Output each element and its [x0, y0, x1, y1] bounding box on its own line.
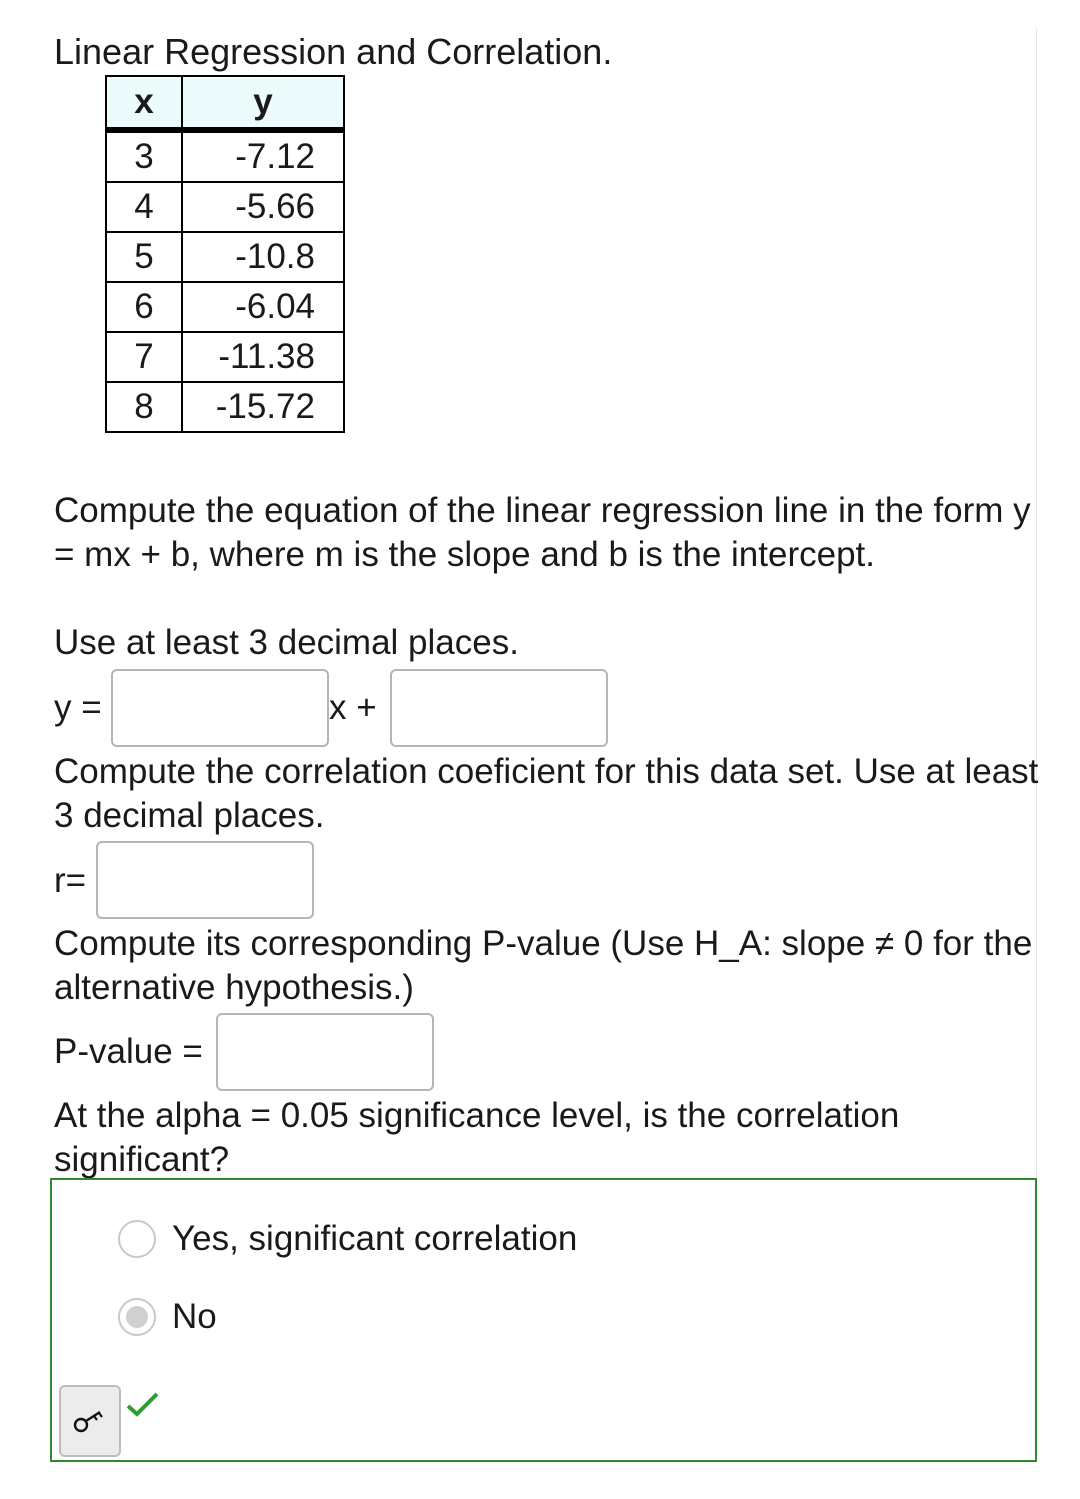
- page-title: Linear Regression and Correlation.: [54, 31, 613, 72]
- significance-question: At the alpha = 0.05 significance level, is the correlation significant?: [54, 1096, 900, 1179]
- key-button[interactable]: [59, 1385, 121, 1457]
- table-cell-y: -6.04: [182, 282, 344, 332]
- table-cell-x: 4: [106, 182, 182, 232]
- table-row: [106, 130, 344, 182]
- intercept-input[interactable]: [390, 669, 608, 747]
- column-header-x: x: [106, 76, 182, 130]
- table-row: [106, 382, 344, 432]
- precision-note: Use at least 3 decimal places.: [54, 623, 519, 662]
- option-yes-label: Yes, significant correlation: [172, 1219, 578, 1258]
- table-row: [106, 232, 344, 282]
- check-icon: [125, 1390, 161, 1423]
- x-plus-label: x +: [329, 688, 377, 727]
- table-cell-y: -7.12: [182, 130, 344, 182]
- radio-yes[interactable]: [118, 1220, 156, 1258]
- option-no[interactable]: [118, 1295, 217, 1339]
- option-no-label: No: [172, 1297, 217, 1336]
- table-cell-x: 6: [106, 282, 182, 332]
- radio-no-selected[interactable]: [118, 1298, 156, 1336]
- table-cell-y: -10.8: [182, 232, 344, 282]
- regression-instruction: Compute the equation of the linear regression line in the form y = mx + b, where m is the slope and b is the intercept.: [54, 491, 1031, 574]
- table-cell-x: 8: [106, 382, 182, 432]
- table-cell-x: 7: [106, 332, 182, 382]
- correlation-input[interactable]: [96, 841, 314, 919]
- table-row: [106, 282, 344, 332]
- table-cell-y: -15.72: [182, 382, 344, 432]
- table-cell-x: 3: [106, 130, 182, 182]
- slope-input[interactable]: [111, 669, 329, 747]
- table-header-row: [106, 76, 344, 130]
- table-cell-y: -11.38: [182, 332, 344, 382]
- pvalue-label: P-value =: [54, 1032, 203, 1071]
- table-cell-x: 5: [106, 232, 182, 282]
- pvalue-instruction: Compute its corresponding P-value (Use H_A: slope ≠ 0 for the alternative hypothesis.): [54, 924, 1033, 1007]
- option-yes[interactable]: [118, 1217, 577, 1261]
- table-row: [106, 182, 344, 232]
- column-header-y: y: [182, 76, 344, 130]
- r-equals-label: r=: [54, 861, 87, 900]
- correlation-instruction: Compute the correlation coeficient for this data set. Use at least 3 decimal places.: [54, 752, 1039, 835]
- table-row: [106, 332, 344, 382]
- y-equals-label: y =: [54, 688, 102, 727]
- pvalue-input[interactable]: [216, 1013, 434, 1091]
- key-icon: [72, 1407, 108, 1435]
- table-cell-y: -5.66: [182, 182, 344, 232]
- data-table: [105, 75, 345, 433]
